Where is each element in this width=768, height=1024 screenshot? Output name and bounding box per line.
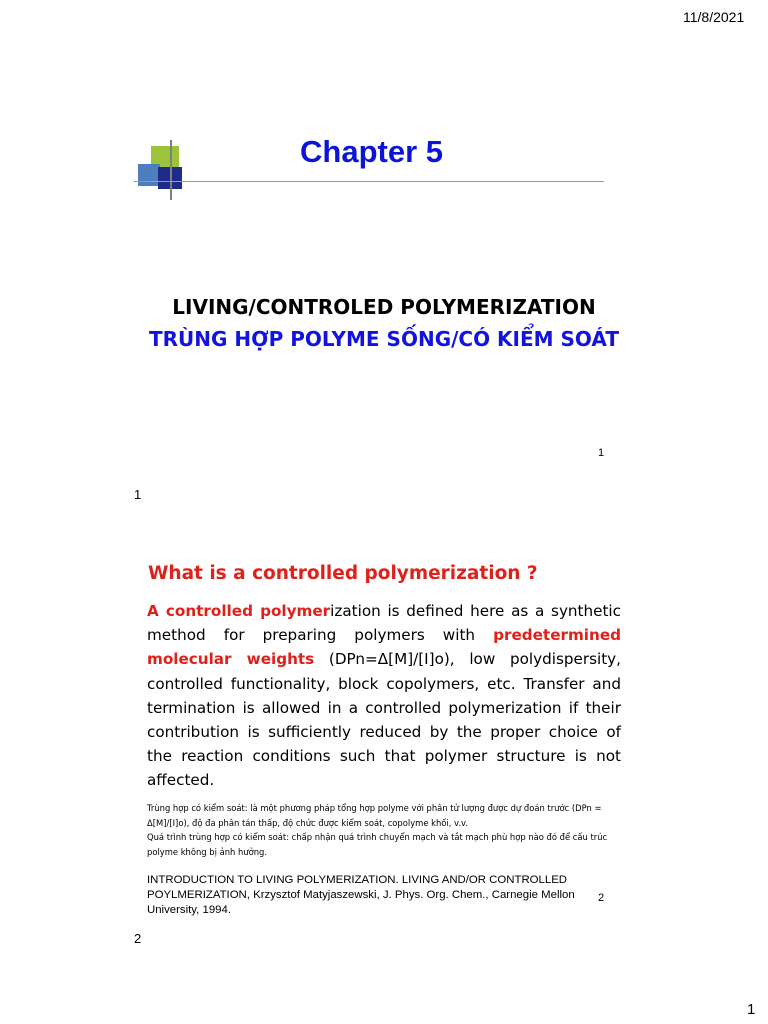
highlight-molecular-weights: predetermined molecular weights (147, 626, 621, 669)
slide-label: 1 (134, 487, 142, 502)
slide-number: 2 (598, 892, 605, 904)
definition-paragraph (147, 599, 621, 793)
slide-number: 1 (598, 447, 605, 459)
subtitle-english: LIVING/CONTROLED POLYMERIZATION (172, 295, 596, 319)
print-date: 11/8/2021 (683, 9, 745, 25)
paragraph-text: (DPn=Δ[M]/[I]o), low polydispersity, controlled functionality, block copolymers, etc. Transfer and termination is allowed in a controlled polymerization if their contribution is sufficiently reduced by the proper choice of the reaction conditions such that polymer structure is not affected. (147, 650, 621, 790)
page-number: 1 (747, 1001, 756, 1018)
subtitle-vietnamese: TRÙNG HỢP POLYME SỐNG/CÓ KIỂM SOÁT (149, 327, 619, 351)
note-line: Trùng hợp có kiểm soát: là một phương pháp tổng hợp polyme với phân tử lượng được dự đoán trước (DPn = Δ[M]/[I]o), độ đa phân tán thấp, độ chức được kiểm soát, copolyme khối, v.v. (147, 803, 602, 828)
chapter-title: Chapter 5 (300, 134, 443, 169)
reference-citation: INTRODUCTION TO LIVING POLYMERIZATION. LIVING AND/OR CONTROLLED POYLMERIZATION, Krzysztof Matyjaszewski, J. Phys. Org. Chem., Carnegie Mellon University, 1994. (147, 874, 575, 916)
slide-label: 2 (134, 931, 142, 946)
vietnamese-note (147, 801, 625, 859)
question-heading: What is a controlled polymerization ? (148, 563, 538, 584)
note-line: Quá trình trùng hợp có kiểm soát: chấp nhận quá trình chuyển mạch và tắt mạch phù hợp nào đó để cấu trúc polyme không bị ảnh hưởng. (147, 832, 608, 857)
highlight-controlled-polymer: A controlled polymer (147, 602, 331, 620)
paragraph-text: ization is defined here as a synthetic method for preparing polymers with (147, 602, 622, 645)
